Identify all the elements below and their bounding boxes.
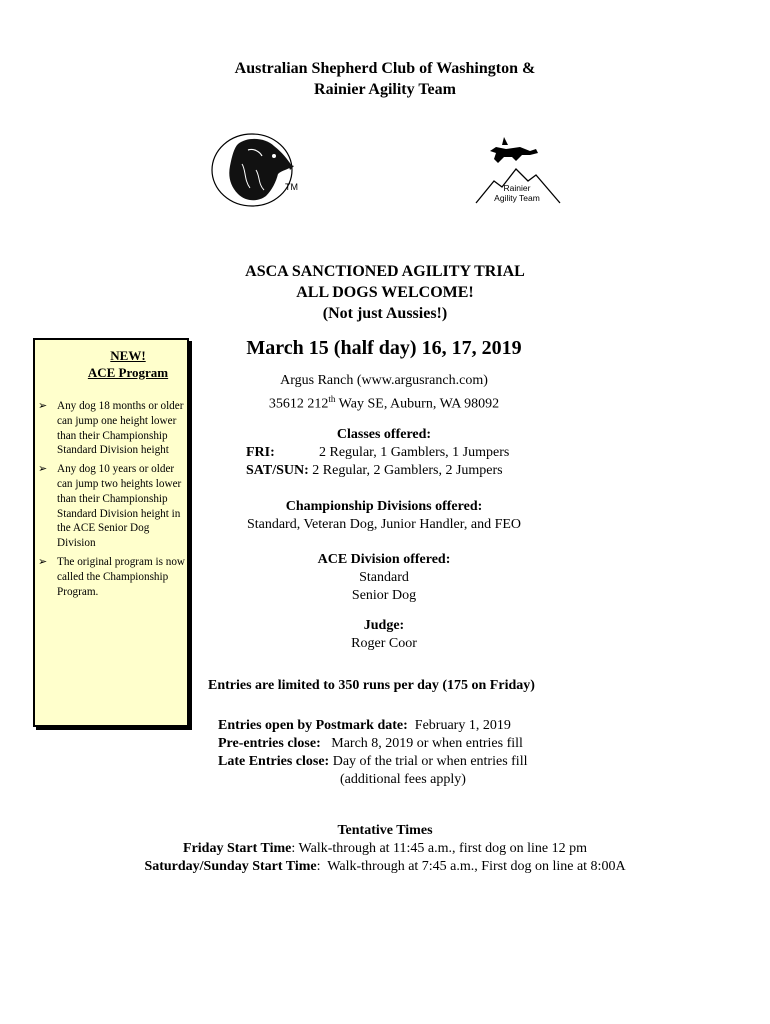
rainier-logo-text — [486, 183, 548, 203]
asca-logo — [208, 130, 304, 210]
rainier-logo-line2: Agility Team — [494, 193, 540, 203]
championship-block — [190, 498, 578, 534]
ace-standard: Standard — [359, 570, 409, 585]
entries-open-value: February 1, 2019 — [407, 718, 511, 733]
trial-title-line1: ASCA SANCTIONED AGILITY TRIAL — [245, 263, 525, 280]
rainier-logo-line1: Rainier — [503, 183, 531, 193]
times-block — [0, 822, 770, 876]
venue-block — [190, 372, 578, 414]
championship-heading: Championship Divisions offered: — [285, 499, 483, 514]
trial-title-line2: ALL DOGS WELCOME! — [296, 284, 474, 301]
sidebar-title-new: NEW! — [110, 348, 146, 363]
entries-open-row — [218, 717, 578, 735]
list-item: ➢ Any dog 18 months or older can jump one height lower than their Championship Standard Division height — [57, 399, 187, 458]
club-header — [0, 58, 770, 100]
list-item: ➢ Any dog 10 years or older can jump two heights lower than their Championship Standard Division height in the ACE Senior Dog Division — [57, 462, 187, 551]
classes-satsun-label: SAT/SUN: — [246, 463, 309, 478]
entries-late-value: Day of the trial or when entries fill — [329, 754, 528, 769]
venue-address — [190, 390, 578, 414]
rainier-logo — [472, 133, 564, 209]
sidebar-title-program: ACE Program — [87, 365, 169, 380]
entries-open-label: Entries open by Postmark date: — [218, 718, 408, 733]
classes-fri-label: FRI: — [246, 445, 275, 460]
times-friday-value: : Walk-through at 11:45 a.m., first dog on line 12 pm — [291, 841, 587, 856]
address-street: Way SE, Auburn, WA 98092 — [335, 396, 500, 412]
judge-block — [190, 617, 578, 653]
entries-pre-row — [218, 735, 578, 753]
times-weekend-value: : Walk-through at 7:45 a.m., First dog on line at 8:00A — [316, 859, 626, 874]
address-suffix: th — [328, 394, 336, 404]
entries-pre-label: Pre-entries close: — [218, 736, 321, 751]
trial-title-line3: (Not just Aussies!) — [322, 305, 448, 322]
entries-pre-value: March 8, 2019 or when entries fill — [320, 736, 523, 751]
times-friday — [0, 840, 770, 858]
venue-name: Argus Ranch (www.argusranch.com) — [280, 373, 488, 388]
entry-limit: Entries are limited to 350 runs per day (175 on Friday) — [208, 678, 535, 693]
entries-note: (additional fees apply) — [340, 772, 466, 787]
entries-late-row — [218, 753, 578, 771]
times-weekend — [0, 858, 770, 876]
team-name: Rainier Agility Team — [314, 81, 456, 98]
entries-late-label: Late Entries close: — [218, 754, 330, 769]
classes-list — [246, 444, 566, 480]
classes-satsun-value: 2 Regular, 2 Gamblers, 2 Jumpers — [312, 463, 503, 478]
classes-fri-value: 2 Regular, 1 Gamblers, 1 Jumpers — [319, 445, 510, 460]
classes-satsun-row — [246, 462, 566, 480]
times-heading: Tentative Times — [337, 823, 433, 838]
classes-fri-row — [246, 444, 566, 462]
ace-program-sidebar — [33, 338, 189, 727]
times-weekend-label: Saturday/Sunday Start Time — [144, 859, 317, 874]
list-item: ➢ The original program is now called the Championship Program. — [57, 555, 187, 599]
trademark-mark: TM — [285, 182, 298, 192]
championship-value: Standard, Veteran Dog, Junior Handler, and FEO — [246, 517, 522, 532]
sidebar-list — [57, 399, 187, 603]
entries-block — [218, 717, 578, 789]
judge-name: Roger Coor — [351, 636, 417, 651]
times-friday-label: Friday Start Time — [183, 841, 292, 856]
club-name: Australian Shepherd Club of Washington & — [234, 60, 536, 77]
trial-title — [0, 261, 770, 324]
classes-heading: Classes offered: — [336, 427, 432, 442]
ace-block — [190, 551, 578, 605]
event-date: March 15 (half day) 16, 17, 2019 — [246, 337, 522, 359]
address-number: 35612 212 — [268, 396, 329, 412]
aussie-dog-head-icon — [208, 130, 304, 210]
judge-heading: Judge: — [363, 618, 405, 633]
ace-heading: ACE Division offered: — [317, 552, 451, 567]
ace-senior: Senior Dog — [351, 588, 417, 603]
